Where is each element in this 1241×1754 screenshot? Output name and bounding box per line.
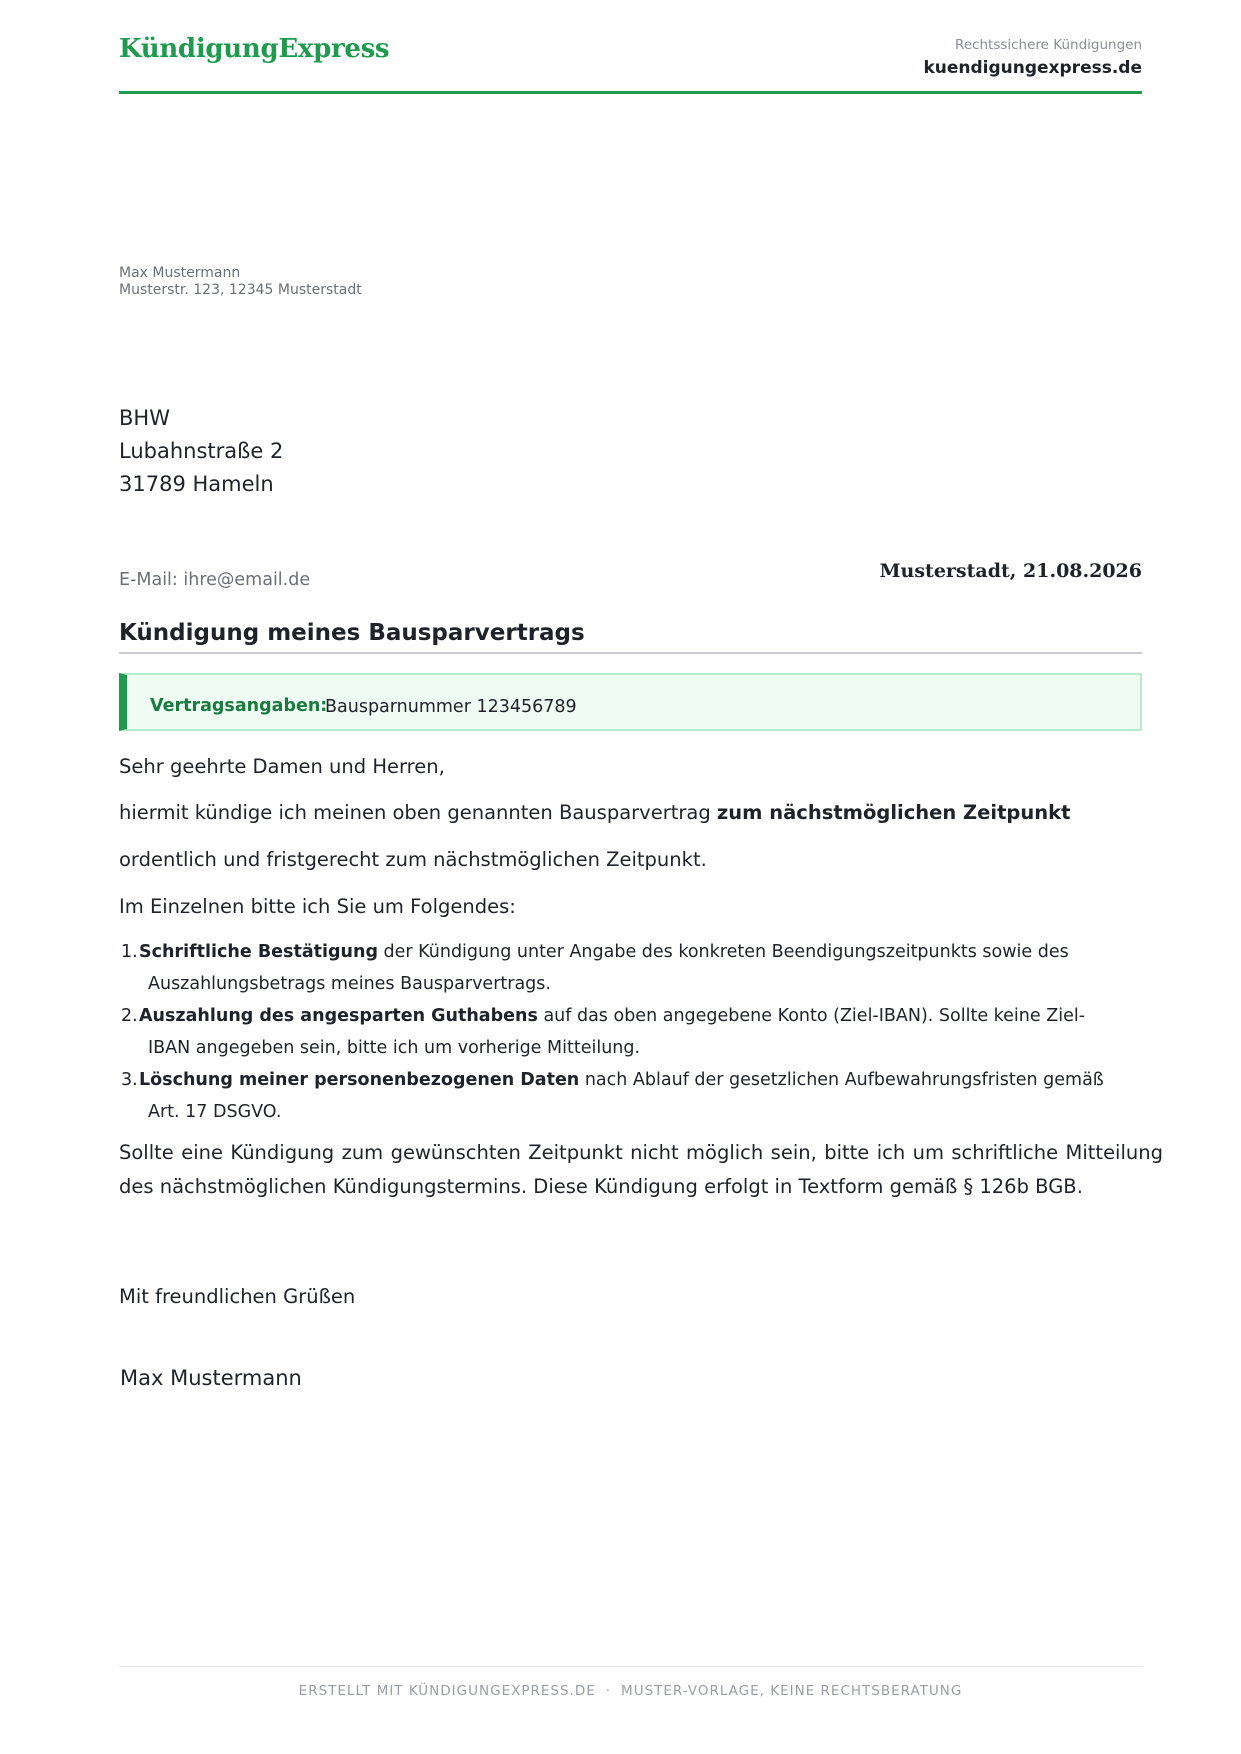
list-item-bold: Löschung meiner personenbezogenen Daten: [139, 1070, 580, 1090]
list-item-number: 3.: [121, 1070, 138, 1090]
request-list: [119, 936, 1159, 1128]
paragraph-1-text: hiermit kündige ich meinen oben genannten Bausparvertrag: [119, 801, 717, 824]
contract-value: Bausparnummer 123456789: [325, 697, 577, 717]
list-item: [119, 1064, 1159, 1128]
footer-separator: ·: [605, 1683, 612, 1699]
list-item-text: der Kündigung unter Angabe des konkreten Beendigungszeitpunkts sowie des: [377, 942, 1069, 962]
list-item-number: 1.: [121, 942, 138, 962]
list-item-text: auf das oben angegebene Konto (Ziel-IBAN). Sollte keine Ziel-: [537, 1006, 1086, 1026]
brand-tagline: Rechtssichere Kündigungen: [954, 37, 1142, 53]
regards: Mit freundlichen Grüßen: [119, 1285, 356, 1308]
sender-address: Musterstr. 123, 12345 Musterstadt: [119, 282, 362, 298]
paragraph-2: ordentlich und fristgerecht zum nächstmöglichen Zeitpunkt.: [119, 848, 707, 871]
recipient-block: [119, 402, 283, 501]
letter-date: Musterstadt, 21.08.2026: [879, 560, 1142, 582]
brand-logo: KündigungExpress: [119, 34, 390, 64]
recipient-line: Lubahnstraße 2: [119, 439, 284, 463]
list-item-text: nach Ablauf der gesetzlichen Aufbewahrungsfristen gemäß: [579, 1070, 1104, 1090]
footer-right: MUSTER-VORLAGE, KEINE RECHTSBERATUNG: [621, 1683, 963, 1699]
footer: [119, 1683, 1142, 1699]
contract-label: Vertragsangaben:: [150, 696, 328, 716]
recipient-line: 31789 Hameln: [119, 472, 274, 496]
sender-block: [119, 265, 362, 299]
paragraph-1: [119, 801, 1070, 824]
sender-name: Max Mustermann: [119, 265, 241, 281]
list-item: [119, 936, 1159, 1000]
footer-left: ERSTELLT MIT KÜNDIGUNGEXPRESS.DE: [298, 1683, 596, 1699]
signature-name: Max Mustermann: [120, 1366, 302, 1390]
closing-paragraph: Sollte eine Kündigung zum gewünschten Zeitpunkt nicht möglich sein, bitte ich um schriftliche Mitteilung des nächstmöglichen Kündigungstermins. Diese Kündigung erfolgt in Textform gemäß § 126b BGB.: [119, 1141, 1163, 1198]
list-item: [119, 1000, 1159, 1064]
letter-subject: Kündigung meines Bausparvertrags: [119, 620, 585, 646]
recipient-line: BHW: [119, 406, 170, 430]
salutation: Sehr geehrte Damen und Herren,: [119, 755, 445, 778]
brand-site: kuendigungexpress.de: [923, 58, 1142, 78]
header-divider: [119, 91, 1142, 94]
list-item-continuation: Auszahlungsbetrags meines Bausparvertrags.: [148, 974, 551, 994]
subject-divider: [119, 652, 1142, 654]
footer-divider: [119, 1666, 1142, 1667]
contract-info-box: [119, 673, 1142, 731]
contact-email: E-Mail: ihre@email.de: [119, 570, 311, 590]
list-item-continuation: Art. 17 DSGVO.: [148, 1102, 282, 1122]
list-item-continuation: IBAN angegeben sein, bitte ich um vorherige Mitteilung.: [148, 1038, 641, 1058]
paragraph-1-bold: zum nächstmöglichen Zeitpunkt: [716, 801, 1071, 824]
list-item-bold: Schriftliche Bestätigung: [139, 942, 378, 962]
list-item-number: 2.: [121, 1006, 138, 1026]
list-item-bold: Auszahlung des angesparten Guthabens: [139, 1006, 538, 1026]
list-intro: Im Einzelnen bitte ich Sie um Folgendes:: [119, 895, 516, 918]
